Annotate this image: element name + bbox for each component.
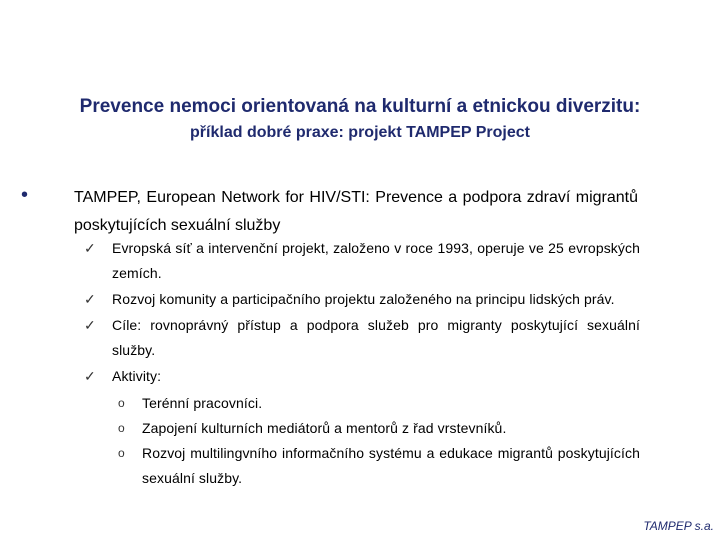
activity-item — [118, 391, 640, 416]
check-item — [84, 236, 640, 286]
check-list — [84, 236, 640, 492]
activity-item-text: Rozvoj multilingvního informačního systému a edukace migrantů poskytujících sexuální služby. — [142, 445, 640, 486]
check-item-text: Rozvoj komunity a participačního projektu založeného na principu lidských práv. — [112, 291, 615, 307]
check-item — [84, 313, 640, 363]
footer-credit: TAMPEP s.a. — [643, 519, 714, 533]
activity-item-text: Terénní pracovníci. — [142, 395, 263, 411]
bullet-dot-icon: • — [21, 184, 29, 206]
check-item-text: Evropská síť a intervenční projekt, založeno v roce 1993, operuje ve 25 evropských zemích. — [112, 240, 640, 281]
slide-title: Prevence nemoci orientovaná na kulturní a etnickou diverzitu: — [79, 96, 641, 117]
check-item — [84, 287, 640, 312]
activity-item-text: Zapojení kulturních mediátorů a mentorů z řad vrstevníků. — [142, 420, 507, 436]
activity-item — [118, 416, 640, 441]
main-bullet-text: TAMPEP, European Network for HIV/STI: Prevence a podpora zdraví migrantů poskytujících sexuální služby — [74, 189, 638, 234]
circle-bullet-icon: o — [118, 421, 125, 435]
slide-subtitle: příklad dobré praxe: projekt TAMPEP Project — [190, 124, 530, 141]
checkmark-icon: ✓ — [84, 317, 96, 333]
circle-bullet-icon: o — [118, 446, 125, 460]
checkmark-icon: ✓ — [84, 291, 96, 307]
activity-item — [118, 441, 640, 491]
check-item — [84, 364, 640, 491]
checkmark-icon: ✓ — [84, 240, 96, 256]
checkmark-icon: ✓ — [84, 368, 96, 384]
check-item-text: Cíle: rovnoprávný přístup a podpora služeb pro migranty poskytující sexuální služby. — [112, 317, 640, 358]
check-item-text: Aktivity: — [112, 368, 162, 384]
activity-list — [112, 391, 640, 491]
circle-bullet-icon: o — [118, 396, 125, 410]
